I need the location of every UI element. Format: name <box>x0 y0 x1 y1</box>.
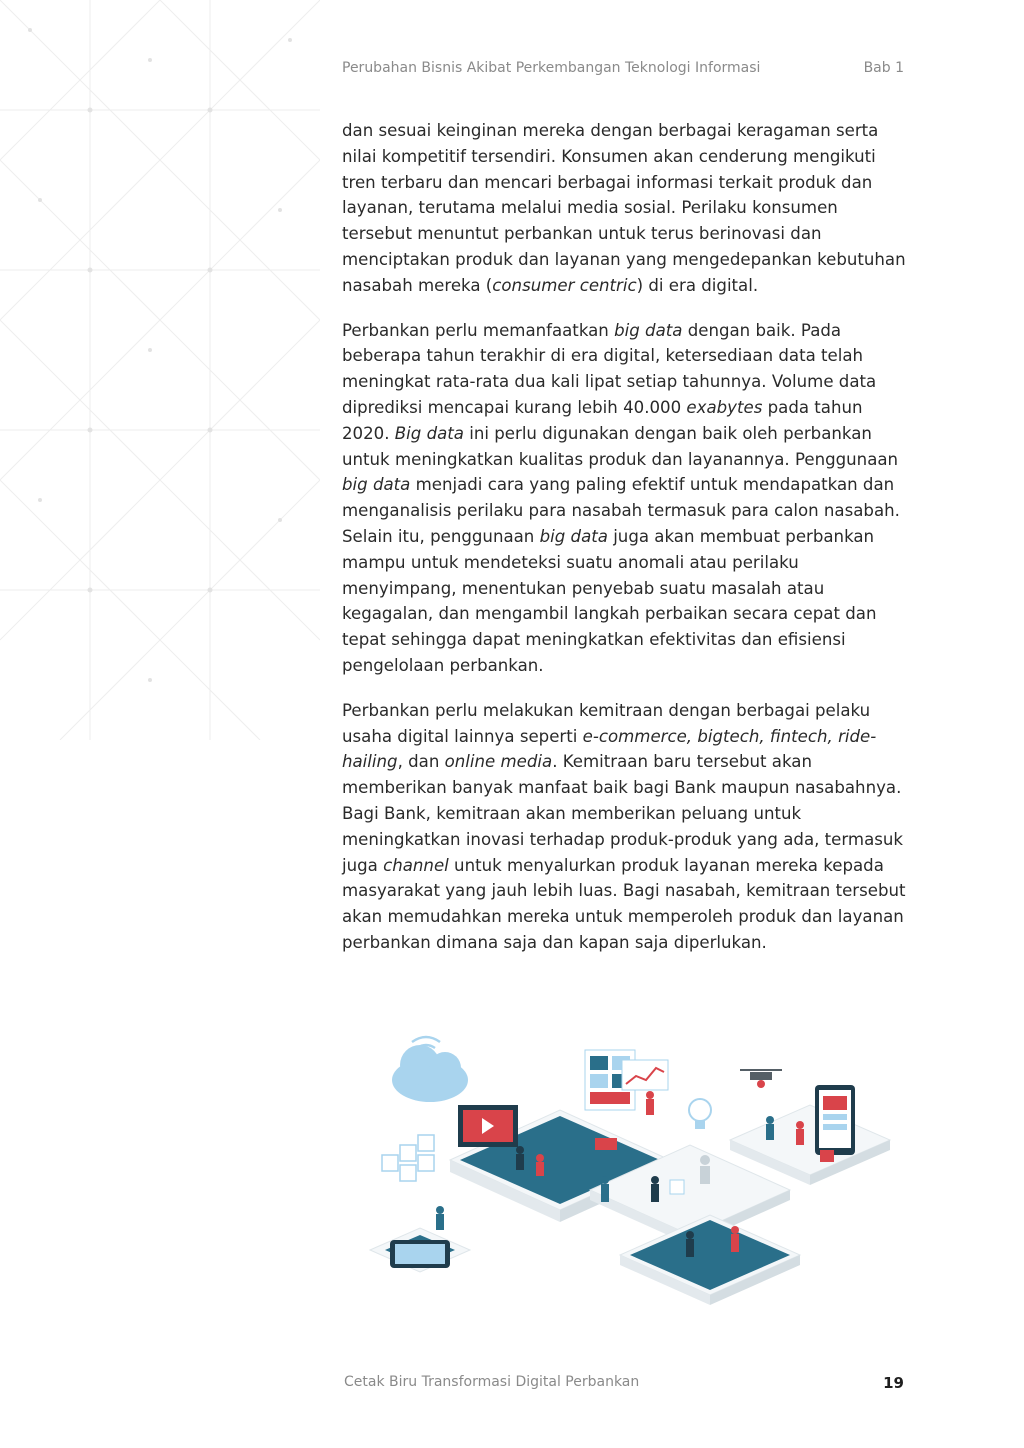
paragraph: Perbankan perlu melakukan kemitraan dengan berbagai pelaku usaha digital lainnya seperti e-commerce, bigtech, fintech, ride-hailing, dan online media. Kemitraan baru tersebut akan memberikan banyak manfaat baik bagi Bank maupun nasabahnya. Bagi Bank, kemitraan akan memberikan peluang untuk meningkatkan inovasi terhadap produk-produk yang ada, termasuk juga channel untuk menyalurkan produk layanan mereka kepada masyarakat yang jauh lebih luas. Bagi nasabah, kemitraan tersebut akan memudahkan mereka untuk memperoleh produk dan layanan perbankan dimana saja dan kapan saja diperlukan. <box>342 700 906 952</box>
right-platform <box>730 1105 890 1185</box>
blocks-icon <box>382 1135 434 1181</box>
video-screen <box>458 1105 518 1147</box>
digital-banking-illustration <box>360 1030 900 1320</box>
robot-icon <box>700 1155 710 1184</box>
italic-term: big data <box>342 475 411 495</box>
italic-term: consumer centric <box>492 275 637 295</box>
paragraph: Perbankan perlu memanfaatkan big data dengan baik. Pada beberapa tahun terakhir di era digital, ketersediaan data telah meningkat rata-rata dua kali lipat setiap tahunnya. Volume data diprediksi mencapai kurang lebih 40.000 exabytes pada tahun 2020. Big data ini perlu digunakan dengan baik oleh perbankan untuk meningkatkan kualitas produk dan layanannya. Penggunaan big data menjadi cara yang paling efektif untuk mendapatkan dan menganalisis perilaku para nasabah termasuk para calon nasabah. Selain itu, penggunaan big data juga akan membuat perbankan mampu untuk mendeteksi suatu anomali atau perilaku menyimpang, menentukan penyebab suatu masalah atau kegagalan, dan mengambil langkah perbaikan secara cepat dan tepat sehingga dapat meningkatkan efektivitas dan efisiensi pengelolaan perbankan. <box>342 320 900 675</box>
running-header <box>342 60 904 76</box>
italic-term: big data <box>539 526 608 546</box>
body-text <box>342 118 908 975</box>
mobile-phone <box>390 1240 450 1268</box>
lightbulb-icon <box>689 1099 711 1129</box>
chapter-label: Bab 1 <box>863 60 904 76</box>
paragraph: dan sesuai keinginan mereka dengan berbagai keragaman serta nilai kompetitif tersendiri. Konsumen akan cenderung mengikuti tren terbaru dan mencari berbagai informasi terkait produk dan layanan, terutama melalui media sosial. Perilaku konsumen tersebut menuntut perbankan untuk terus berinovasi dan menciptakan produk dan layanan yang mengedepankan kebutuhan nasabah mereka (consumer centric) di era digital. <box>342 121 906 295</box>
footer-title: Cetak Biru Transformasi Digital Perbankan <box>344 1374 640 1390</box>
italic-term: channel <box>383 855 449 875</box>
footer <box>344 1374 904 1390</box>
chart-panel <box>622 1060 668 1090</box>
italic-term: Big data <box>394 423 464 443</box>
bottom-platform <box>620 1215 800 1305</box>
cloud-icon <box>392 1045 468 1102</box>
italic-term: big data <box>614 320 683 340</box>
running-header-title: Perubahan Bisnis Akibat Perkembangan Teknologi Informasi <box>342 60 761 76</box>
drone-icon <box>740 1070 782 1088</box>
italic-term: online media <box>444 752 553 772</box>
italic-term: exabytes <box>686 397 763 417</box>
page-number: 19 <box>883 1374 904 1392</box>
italic-term: e-commerce, bigtech, fintech, ride-hailing <box>342 726 877 772</box>
phone-display <box>815 1085 855 1155</box>
background-pattern <box>0 0 320 740</box>
